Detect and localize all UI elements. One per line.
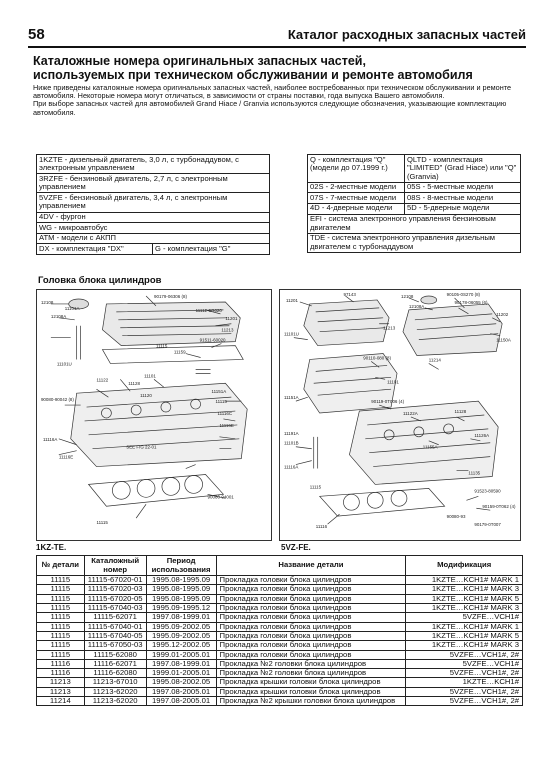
legend-item: 4DV - фургон (37, 212, 270, 223)
part-label: 11115 (155, 343, 168, 349)
part-label: 11116A (283, 464, 299, 470)
part-label: 12108 (40, 299, 54, 305)
cell-catalog-no: 11115-67040-05 (84, 631, 146, 640)
cell-part-no: 11115 (37, 641, 85, 650)
cell-period: 1997.08-1999.01 (146, 613, 216, 622)
cell-part-name: Прокладка №2 головки блока цилиндров (216, 659, 406, 668)
intro-paragraph-1: Ниже приведены каталожные номера оригинальных запасных частей, наиболее востребованных при техническом обслуживании и ремонте автомобиля. Некоторые номера могут отличаться, в зависимости от страны поставки, года выпуска Вашего автомобиля. (33, 83, 512, 101)
cell-part-name: Прокладка крышки головки блока цилиндров (216, 678, 406, 687)
cell-part-no: 11116 (37, 669, 85, 678)
table-row (37, 697, 523, 706)
cell-modification: 5VZFE…VCH1# (406, 613, 523, 622)
cell-period: 1995.09-1995.12 (146, 604, 216, 613)
cell-period: 1997.08-2005.01 (146, 697, 216, 706)
cell-part-name: Прокладка головки блока цилиндров (216, 594, 406, 603)
legend-item: TDE - система электронного управления дизельным двигателем с турбонаддувом (308, 233, 521, 252)
part-label: 11213 (383, 325, 396, 331)
cell-catalog-no: 11115-67040-01 (84, 622, 146, 631)
cell-catalog-no: 11115-67020-05 (84, 594, 146, 603)
part-label: 12108A (408, 303, 425, 309)
cell-period: 1995.08-1995.09 (146, 585, 216, 594)
section-title: Головка блока цилиндров (38, 275, 162, 286)
cell-part-name: Прокладка головки блока цилиндров (216, 641, 406, 650)
part-label: 11151A (283, 395, 299, 401)
main-title-line-2: используемых при техническом обслуживании и ремонте автомобиля (33, 68, 473, 82)
diagram-caption-left: 1KZ-TE. (36, 543, 67, 552)
cell-part-name: Прокладка головки блока цилиндров (216, 650, 406, 659)
legend-item: ATM - модели с АКПП (37, 233, 270, 244)
column-header-part-no: № детали (37, 556, 85, 576)
cell-modification: 5VZFE…VCH1#, 2# (406, 669, 523, 678)
cell-part-no: 11115 (37, 585, 85, 594)
cylinder-head-drawing-right (280, 290, 520, 540)
cell-period: 1995.09-2002.05 (146, 622, 216, 631)
part-label: 90159-0T062 (4) (482, 504, 516, 510)
part-label: 11101U (56, 361, 72, 367)
legend-table-right (307, 154, 521, 253)
part-label: 11101A (64, 305, 80, 311)
part-label: 11122 (96, 377, 109, 383)
part-label: 11128 (128, 381, 140, 387)
part-label: 11214 (428, 357, 441, 363)
cell-part-name: Прокладка №2 крышки головки блока цилиндров (216, 697, 406, 706)
part-label: 11202 (496, 311, 509, 317)
page-number: 58 (28, 26, 45, 43)
diagram-5vz-fe (279, 289, 521, 541)
parts-table-body (37, 576, 523, 706)
cell-period: 1995.08-1995.09 (146, 576, 216, 585)
legend-item: QLTD - комплектация "LIMITED" (Grad Hiace) или "Q" (Granvia) (405, 155, 521, 183)
column-header-name: Название детали (216, 556, 406, 576)
diagram-1kz-te (36, 289, 272, 541)
cylinder-head-drawing-left (37, 290, 271, 540)
part-label: 90110-080 (8) (363, 355, 391, 361)
cell-part-name: Прокладка головки блока цилиндров (216, 604, 406, 613)
cell-part-no: 11115 (37, 650, 85, 659)
cell-part-name: Прокладка головки блока цилиндров (216, 613, 406, 622)
part-label: 90080-90042 (8) (40, 397, 74, 403)
cell-catalog-no: 11115-67040-03 (84, 604, 146, 613)
legend-item: 08S - 8-местные модели (405, 193, 521, 204)
header-title: Каталог расходных запасных частей (287, 27, 526, 42)
cell-period: 1995.08-1995.09 (146, 594, 216, 603)
cell-modification: 5VZFE…VCH1#, 2# (406, 650, 523, 659)
table-row (37, 650, 523, 659)
cell-catalog-no: 11213-62020 (84, 687, 146, 696)
diagram-caption-right: 5VZ-FE. (281, 543, 311, 552)
part-label: 90080-93 (446, 514, 466, 520)
part-label: 90080-94001 (207, 494, 234, 500)
cell-part-name: Прокладка №2 головки блока цилиндров (216, 669, 406, 678)
cell-part-no: 11115 (37, 631, 85, 640)
part-label: 91511-60020 (199, 337, 226, 343)
part-label: 11126A (474, 432, 490, 438)
cell-modification: 1KZTE…KCH1# MARK 1 (406, 576, 523, 585)
part-label: 11101 (387, 379, 399, 385)
legend-item: 3RZFE - бензиновый двигатель, 2,7 л, с электронным управлением (37, 174, 270, 193)
cell-part-no: 11213 (37, 687, 85, 696)
legend-item: 1KZTE - дизельный двигатель, 3,0 л, с турбонаддувом, с электронным управлением (37, 155, 270, 174)
part-label: 90105-0S270 (8) (446, 291, 481, 297)
cell-part-name: Прокладка головки блока цилиндров (216, 631, 406, 640)
part-label: 91523-80590 (474, 488, 501, 494)
cell-modification: 1KZTE…KCH1# (406, 678, 523, 687)
cell-modification: 5VZFE…VCH1#, 2# (406, 697, 523, 706)
intro-text (33, 84, 523, 117)
part-label: 11112-6G020 (195, 307, 222, 313)
cell-period: 1997.08-2005.01 (146, 687, 216, 696)
main-title (33, 54, 523, 82)
legend-item: 5VZFE - бензиновый двигатель, 3,4 л, с электронным управлением (37, 193, 270, 212)
part-label: 11115 (309, 484, 322, 490)
cell-part-no: 11214 (37, 697, 85, 706)
cell-modification: 1KZTE…KCH1# MARK 5 (406, 594, 523, 603)
main-title-line-1: Каталожные номера оригинальных запасных частей, (33, 54, 366, 68)
cell-catalog-no: 11213-67010 (84, 678, 146, 687)
part-label: 90179-0T007 (474, 522, 501, 528)
part-label: 11151A (211, 389, 227, 395)
cell-catalog-no: 11115-67020-03 (84, 585, 146, 594)
cell-period: 1995.12-2002.05 (146, 641, 216, 650)
part-label: 11159 (173, 349, 186, 355)
cell-part-name: Прокладка головки блока цилиндров (216, 576, 406, 585)
cell-modification: 5VZFE…VCH1# (406, 659, 523, 668)
cell-part-no: 11115 (37, 613, 85, 622)
part-label: 11116C (217, 411, 233, 416)
cell-period: 1995.08-2002.05 (146, 678, 216, 687)
cell-part-no: 11213 (37, 678, 85, 687)
part-label: 11155A (422, 444, 438, 450)
cell-catalog-no: 11115-67050-03 (84, 641, 146, 650)
legend-table-left (36, 154, 270, 255)
table-row (37, 613, 523, 622)
cell-period: 1999.01-2005.01 (146, 669, 216, 678)
cell-part-no: 11116 (37, 659, 85, 668)
part-label: 11101B (283, 440, 299, 446)
cell-modification: 1KZTE…KCH1# MARK 1 (406, 622, 523, 631)
part-label: 97143 (343, 291, 356, 297)
part-label: 11213 (221, 327, 234, 333)
cell-part-no: 11115 (37, 604, 85, 613)
part-label: 11120 (140, 393, 152, 399)
cell-modification: 1KZTE…KCH1# MARK 3 (406, 641, 523, 650)
cell-part-name: Прокладка крышки головки блока цилиндров (216, 687, 406, 696)
cell-period: 1995.09-2002.05 (146, 631, 216, 640)
table-row (37, 641, 523, 650)
part-label: SEE FIG 22-01 (126, 444, 157, 450)
cell-part-no: 11115 (37, 622, 85, 631)
part-label: 90179-06306 (8) (154, 294, 187, 299)
part-label: 90119-0T006 (4) (371, 399, 405, 405)
cell-catalog-no: 11116-62071 (84, 659, 146, 668)
legend-item: Q - комплектация "Q" (модели до 07.1999 г.) (308, 155, 405, 183)
table-row (37, 585, 523, 594)
cell-part-no: 11115 (37, 594, 85, 603)
part-label: 11116E (219, 422, 234, 428)
cell-period: 1999.01-2005.01 (146, 650, 216, 659)
part-label: 11101U (283, 331, 299, 337)
part-label: 12108A (50, 313, 67, 319)
part-label: 12108 (400, 293, 414, 299)
legend-item: 02S - 2-местные модели (308, 182, 405, 193)
legend-item: 5D - 5-дверные модели (405, 203, 521, 214)
cell-catalog-no: 11115-62071 (84, 613, 146, 622)
legend-item: DX - комплектация "DX" (37, 244, 153, 255)
legend-item: G - комплектация "G" (153, 244, 270, 255)
parts-table (36, 555, 523, 706)
cell-catalog-no: 11116-62080 (84, 669, 146, 678)
legend-item: EFI - система электронного управления бензиновым двигателем (308, 214, 521, 233)
legend-item: 07S - 7-местные модели (308, 193, 405, 204)
part-label: 11128 (454, 409, 467, 415)
part-label: 11135 (468, 470, 481, 476)
column-header-modification: Модификация (406, 556, 523, 576)
part-label: 11201 (225, 315, 238, 321)
cell-catalog-no: 11213-62020 (84, 697, 146, 706)
column-header-period: Период использования (146, 556, 216, 576)
part-label: 11191A (283, 430, 299, 436)
part-label: 11115 (96, 520, 108, 526)
part-label: 11101 (144, 373, 156, 379)
part-label: 11116E (58, 454, 74, 460)
legend-item: WG - микроавтобус (37, 223, 270, 234)
part-label: 11115 (215, 399, 227, 405)
part-label: 11116A (42, 436, 58, 442)
parts-table-header (37, 556, 523, 576)
column-header-catalog-no: Каталожный номер (84, 556, 146, 576)
cell-part-name: Прокладка головки блока цилиндров (216, 622, 406, 631)
cell-period: 1997.08-1999.01 (146, 659, 216, 668)
part-label: 11150A (496, 337, 511, 343)
part-label: 11122A (402, 411, 418, 416)
page-header (28, 26, 526, 48)
cell-part-no: 11115 (37, 576, 85, 585)
part-label: 90178-06055 (6) (454, 299, 488, 305)
cell-modification: 5VZFE…VCH1#, 2# (406, 687, 523, 696)
intro-paragraph-2: При выборе запасных частей для автомобилей Grand Hiace / Granvia используются следующие обозначения, указывающие комплектацию автомобиля. (33, 99, 507, 117)
cell-catalog-no: 11115-67020-01 (84, 576, 146, 585)
cell-modification: 1KZTE…KCH1# MARK 3 (406, 585, 523, 594)
part-label: 11201 (285, 297, 299, 303)
part-label: 11116 (315, 524, 328, 530)
cell-catalog-no: 11115-62080 (84, 650, 146, 659)
legend-item: 4D - 4-дверные модели (308, 203, 405, 214)
cell-part-name: Прокладка головки блока цилиндров (216, 585, 406, 594)
table-row (37, 678, 523, 687)
cell-modification: 1KZTE…KCH1# MARK 3 (406, 604, 523, 613)
cell-modification: 1KZTE…KCH1# MARK 5 (406, 631, 523, 640)
legend-item: 05S - 5-местные модели (405, 182, 521, 193)
